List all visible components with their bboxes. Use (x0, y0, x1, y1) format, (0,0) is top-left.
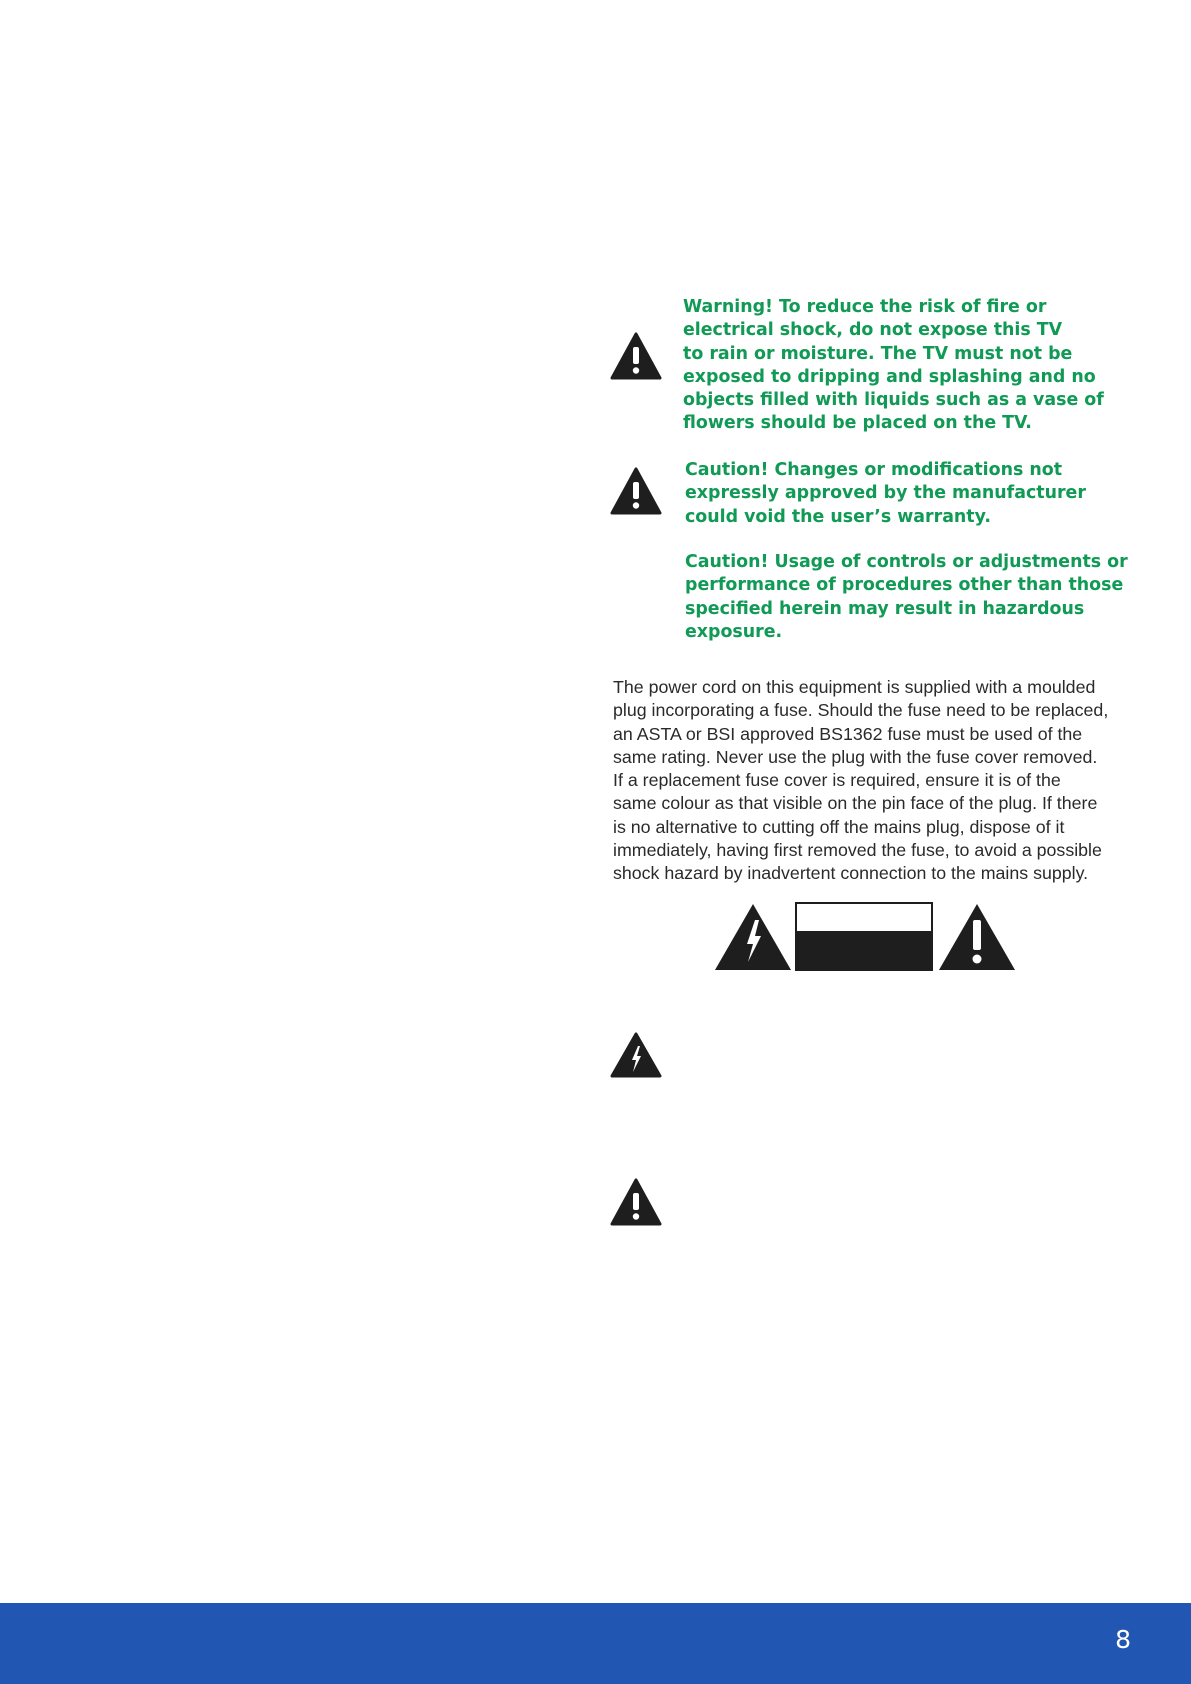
warning-line: flowers should be placed on the TV. (683, 413, 1032, 434)
lightning-triangle-icon (713, 902, 793, 972)
attention-icon (610, 1178, 662, 1226)
warning-line: Warning! To reduce the risk of fire or (683, 297, 1047, 317)
exclamation-triangle-icon (937, 902, 1017, 972)
caution-exclamation-icon (610, 467, 662, 515)
caution-modifications-text (685, 459, 1086, 529)
caution-line: specified herein may result in hazardous (685, 598, 1085, 619)
caution-controls-text (685, 551, 1128, 644)
caution-line: expressly approved by the manufacturer (685, 483, 1086, 504)
caution-line: could void the user’s warranty. (685, 506, 991, 527)
warning-text (683, 296, 1104, 436)
caution-line: Caution! Changes or modifications not (685, 460, 1063, 480)
paragraph-line: same rating. Never use the plug with the fuse cover removed. (613, 746, 1098, 767)
warning-line: electrical shock, do not expose this TV (683, 320, 1063, 341)
caution-line: exposure. (685, 621, 783, 642)
power-cord-paragraph (613, 676, 1108, 886)
shock-hazard-icon (610, 1032, 662, 1078)
paragraph-line: same colour as that visible on the pin face of the plug. If there (613, 793, 1098, 814)
caution-line: Caution! Usage of controls or adjustments or (685, 552, 1128, 572)
page-footer (0, 1603, 1191, 1684)
warning-line: to rain or moisture. The TV must not be (683, 343, 1073, 364)
paragraph-line: an ASTA or BSI approved BS1362 fuse must be used of the (613, 723, 1083, 744)
warning-exclamation-icon (610, 332, 662, 380)
paragraph-line: is no alternative to cutting off the mains plug, dispose of it (613, 816, 1065, 837)
caution-label-box (795, 902, 933, 971)
paragraph-line: shock hazard by inadvertent connection to the mains supply. (613, 863, 1089, 884)
caution-label-band (797, 931, 931, 969)
paragraph-line: If a replacement fuse cover is required, ensure it is of the (613, 770, 1061, 791)
paragraph-line: The power cord on this equipment is supplied with a moulded (613, 677, 1096, 697)
warning-line: objects filled with liquids such as a vase of (683, 390, 1104, 411)
warning-line: exposed to dripping and splashing and no (683, 366, 1096, 387)
paragraph-line: plug incorporating a fuse. Should the fuse need to be replaced, (613, 700, 1109, 721)
paragraph-line: immediately, having first removed the fuse, to avoid a possible (613, 840, 1102, 861)
page-number: 8 (1115, 1625, 1131, 1654)
caution-line: performance of procedures other than those (685, 575, 1124, 596)
